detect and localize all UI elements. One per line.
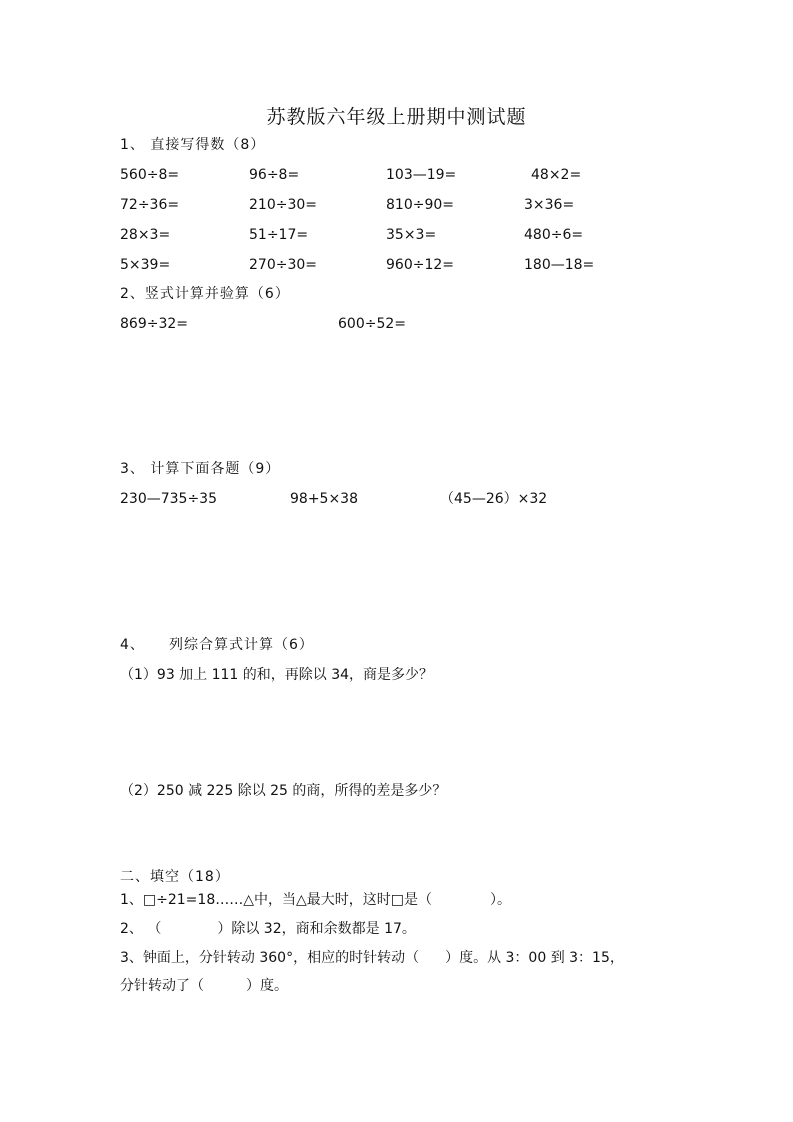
- division-problem: 869÷32=: [120, 316, 188, 332]
- fill-blank-3-line-2-text: 分针转动了（: [120, 978, 204, 994]
- arithmetic-item: 3×36=: [524, 197, 575, 213]
- arithmetic-item: 960÷12=: [386, 257, 454, 273]
- section-2-heading: 2、竖式计算并验算（6）: [120, 286, 290, 302]
- word-problem-1: （1）93 加上 111 的和，再除以 34，商是多少？: [120, 667, 434, 683]
- word-problem-2: （2）250 减 225 除以 25 的商，所得的差是多少？: [120, 783, 447, 799]
- fill-blank-3-line-2: [120, 977, 288, 995]
- arithmetic-item: 51÷17=: [249, 227, 309, 243]
- arithmetic-item: 35×3=: [386, 227, 437, 243]
- section-4-heading-number: 4、: [120, 637, 145, 653]
- fill-blank-2: [120, 920, 416, 938]
- arithmetic-item: 72÷36=: [120, 197, 180, 213]
- fill-blank-2-end: ）除以 32，商和余数都是 17。: [217, 921, 416, 937]
- arithmetic-item: 5×39=: [120, 257, 171, 273]
- fill-blank-3-line-2-end: ）度。: [246, 978, 288, 994]
- arithmetic-item: 210÷30=: [249, 197, 317, 213]
- calculation-problem: （45—26）×32: [440, 491, 548, 507]
- calculation-problem: 98+5×38: [290, 491, 358, 507]
- fill-blank-1-text: 1、□÷21=18……△中，当△最大时，这时□是（: [120, 892, 432, 908]
- section-1-heading: 1、 直接写得数（8）: [120, 137, 266, 153]
- arithmetic-item: 270÷30=: [249, 257, 317, 273]
- division-problem: 600÷52=: [338, 316, 406, 332]
- fill-blank-3-text: 3、钟面上，分针转动 360°，相应的时针转动（: [120, 950, 420, 966]
- fill-blank-2-text: 2、 （: [120, 921, 162, 937]
- arithmetic-item: 103—19=: [386, 167, 457, 183]
- fill-blank-3-line-1: [120, 949, 624, 967]
- arithmetic-item: 28×3=: [120, 227, 171, 243]
- arithmetic-item: 180—18=: [524, 257, 595, 273]
- section-3-heading: 3、 计算下面各题（9）: [120, 461, 281, 477]
- arithmetic-item: 48×2=: [531, 167, 582, 183]
- fill-blank-3-text-cont: ）度。从 3：00 到 3：15，: [445, 950, 624, 966]
- part-2-heading: 二、填空（18）: [120, 869, 230, 885]
- arithmetic-item: 96÷8=: [249, 167, 300, 183]
- calculation-problem: 230—735÷35: [120, 491, 217, 507]
- arithmetic-item: 480÷6=: [524, 227, 584, 243]
- page-title: 苏教版六年级上册期中测试题: [266, 106, 527, 128]
- fill-blank-1: [120, 891, 511, 909]
- arithmetic-item: 810÷90=: [386, 197, 454, 213]
- fill-blank-1-end: ）。: [490, 892, 511, 908]
- section-4-heading: 列综合算式计算（6）: [169, 637, 314, 653]
- arithmetic-item: 560÷8=: [120, 167, 180, 183]
